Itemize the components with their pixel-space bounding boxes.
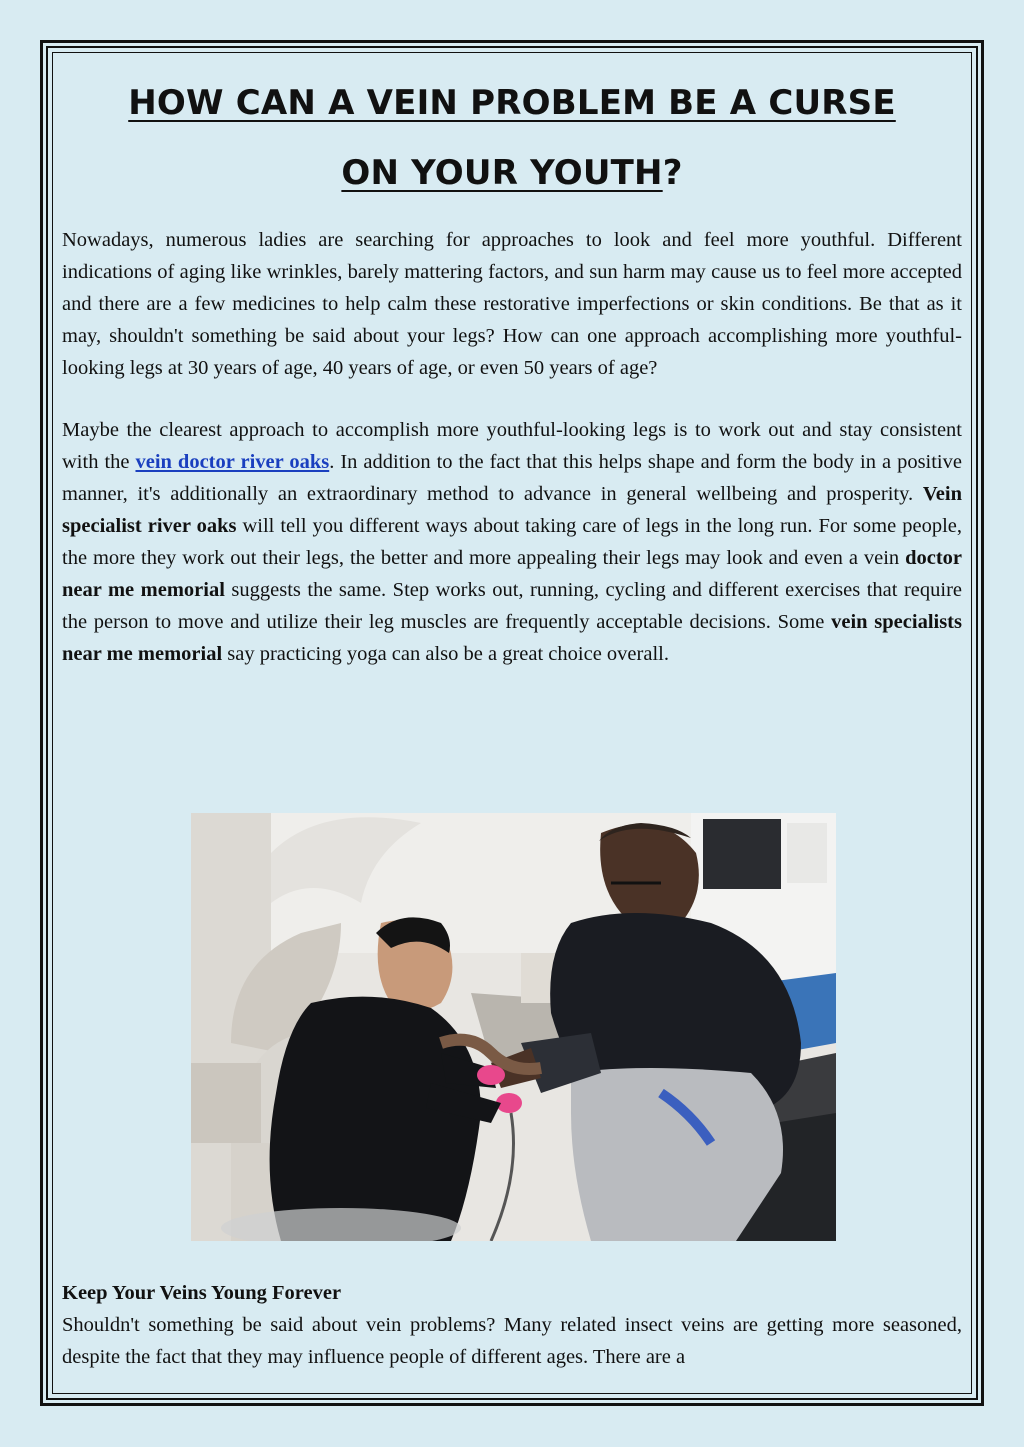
paragraph-text: suggests the same. Step works out, running, cycling and different exercises that require the person to move and utilize their leg muscles are frequently acceptable decisions. Some	[62, 579, 962, 633]
bold-keyword: doctor near me memorial	[62, 547, 962, 601]
article-content	[62, 62, 962, 670]
bold-keyword: Vein specialist river oaks	[62, 483, 962, 537]
paragraph-text: say practicing yoga can also be a great choice overall.	[222, 643, 669, 665]
vein-treatment-photo	[191, 813, 836, 1241]
section-paragraph: Shouldn't something be said about vein problems? Many related insect veins are getting more seasoned, despite the fact that they may influence people of different ages. There are a	[62, 1314, 962, 1368]
title-line-1: HOW CAN A VEIN PROBLEM BE A CURSE	[128, 83, 896, 123]
vein-doctor-river-oaks-link[interactable]: vein doctor river oaks	[135, 451, 330, 473]
title-question-mark: ?	[662, 153, 683, 193]
keep-veins-young-section	[62, 1277, 962, 1373]
intro-paragraph: Nowadays, numerous ladies are searching for approaches to look and feel more youthful. Different indications of aging like wrinkles, barely mattering factors, and sun harm may cause us to feel more accepted and there are a few medicines to help calm these restorative imperfections or skin conditions. Be that as it may, shouldn't something be said about your legs? How can one approach accomplishing more youthful-looking legs at 30 years of age, 40 years of age, or even 50 years of age?	[62, 229, 962, 379]
title-line-2: ON YOUR YOUTH	[341, 153, 663, 193]
exercise-paragraph	[62, 414, 962, 670]
page-title	[62, 68, 962, 208]
paragraph-text: . In addition to the fact that this helps shape and form the body in a positive manner, it's additionally an extraordinary method to advance in general wellbeing and prosperity.	[62, 451, 962, 505]
paragraph-text: will tell you different ways about taking care of legs in the long run. For some people, the more they work out their legs, the better and more appealing their legs may look and even a vein	[62, 515, 962, 569]
section-heading: Keep Your Veins Young Forever	[62, 1282, 342, 1304]
paragraph-text: Maybe the clearest approach to accomplish more youthful-looking legs is to work out and stay consistent with the	[62, 419, 962, 473]
bold-keyword: vein specialists near me memorial	[62, 611, 962, 665]
